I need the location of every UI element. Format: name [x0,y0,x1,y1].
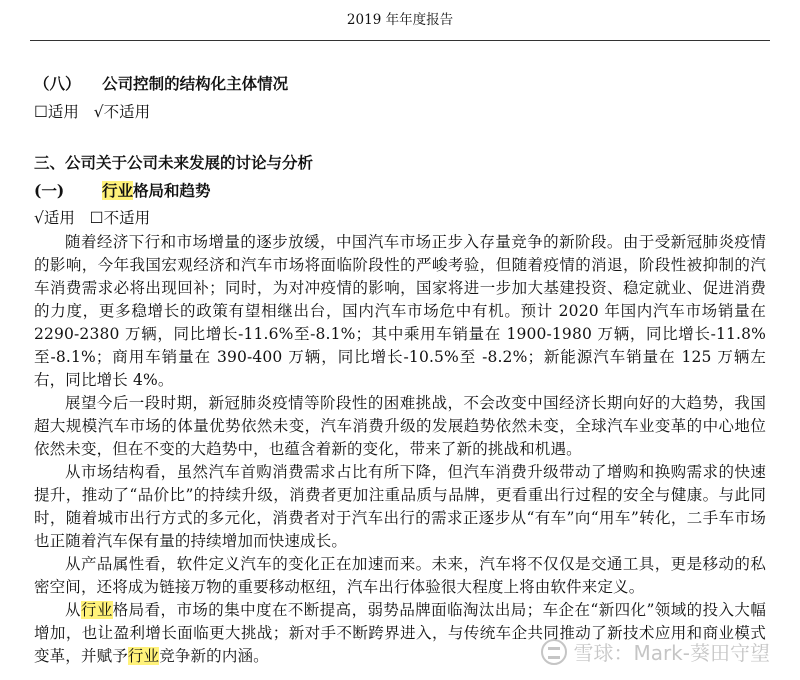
section-3-heading: 三、公司关于公司未来发展的讨论与分析 [34,153,314,172]
option-not-applicable-unchecked: ☐不适用 [89,209,151,227]
paragraph-text: 从 [65,601,81,619]
section-8-title: 公司控制的结构化主体情况 [102,74,289,93]
option-not-applicable: √不适用 [93,103,151,121]
watermark-text: 雪球：Mark-葵田守望 [573,641,770,665]
paragraph-long-term-trend: 展望今后一段时期，新冠肺炎疫情等阶段性的困难挑战，不会改变中国经济长期向好的大趋势，我国超大规模汽车市场的体量优势依然未变，汽车消费升级的发展趋势依然未变，全球汽车业变革的中心地位依然未变，但在不变的大趋势中，也蕴含着新的变化，带来了新的挑战和机遇。 [34,394,766,458]
header-divider [30,40,770,41]
subsection-1-title-highlight: 行业 [101,181,133,200]
option-applicable: ☐适用 [34,103,79,121]
highlight-industry: 行业 [80,601,113,619]
section-8-heading [34,73,288,95]
subsection-1-options [34,207,150,229]
section-8-number: （八） [34,74,81,93]
subsection-1-title: 格局和趋势 [132,181,211,200]
paragraph-market-outlook: 随着经济下行和市场增量的逐步放缓，中国汽车市场正步入存量竞争的新阶段。由于受新冠肺炎疫情的影响，今年我国宏观经济和汽车市场将面临阶段性的严峻考验，但随着疫情的消退，阶段性被抑制的汽车消费需求必将出现回补；同时，为对冲疫情的影响，国家将进一步加大基建投资、稳定就业、促进消费的力度，更多稳增长的政策有望相继出台，国内汽车市场危中有机。预计 2020 年国内汽车市场销量在 2290-2380 万辆，同比增长-11.6%至-8.1%；其中乘用车销量在 1900-1980 万辆，同比增长-11.8%至-8.1%；商用车销量在 390-400 万辆，同比增长-10.5%至 -8.2%；新能源汽车销量在 125 万辆左右，同比增长 4%。 [34,233,766,389]
paragraph-market-structure: 从市场结构看，虽然汽车首购消费需求占比有所下降，但汽车消费升级带动了增购和换购需求的快速提升，推动了“品价比”的持续升级，消费者更加注重品质与品牌，更看重出行过程的安全与健康。与此同时，随着城市出行方式的多元化，消费者对于汽车出行的需求正逐步从“有车”向“用车”转化，二手车市场也正随着汽车保有量的持续增加而快速成长。 [34,463,766,550]
watermark [541,637,770,666]
paragraph-product-attributes: 从产品属性看，软件定义汽车的变化正在加速而来。未来，汽车将不仅仅是交通工具，更是移动的私密空间，还将成为链接万物的重要移动枢纽，汽车出行体验很大程度上将由软件来定义。 [34,555,766,596]
section-8-options [34,101,150,123]
report-header: 2019 年年度报告 [346,12,454,28]
subsection-1-heading [34,180,210,202]
highlight-industry: 行业 [127,647,160,665]
snowball-logo-icon [541,639,567,665]
paragraph-text: 格局看，市场的集中度在不断提高，弱势品牌面临淘汰出局；车企在“新四化”领域的投入大幅增加，也让盈利增长面临更大挑战；新对手不断跨界进入，与传统车企共同推动了新技术应用和商业模式变革，并赋予 [34,601,766,665]
subsection-1-number: (一) [34,181,65,200]
option-applicable-checked: √适用 [34,209,75,227]
paragraph-text: 竞争新的内涵。 [159,647,269,665]
